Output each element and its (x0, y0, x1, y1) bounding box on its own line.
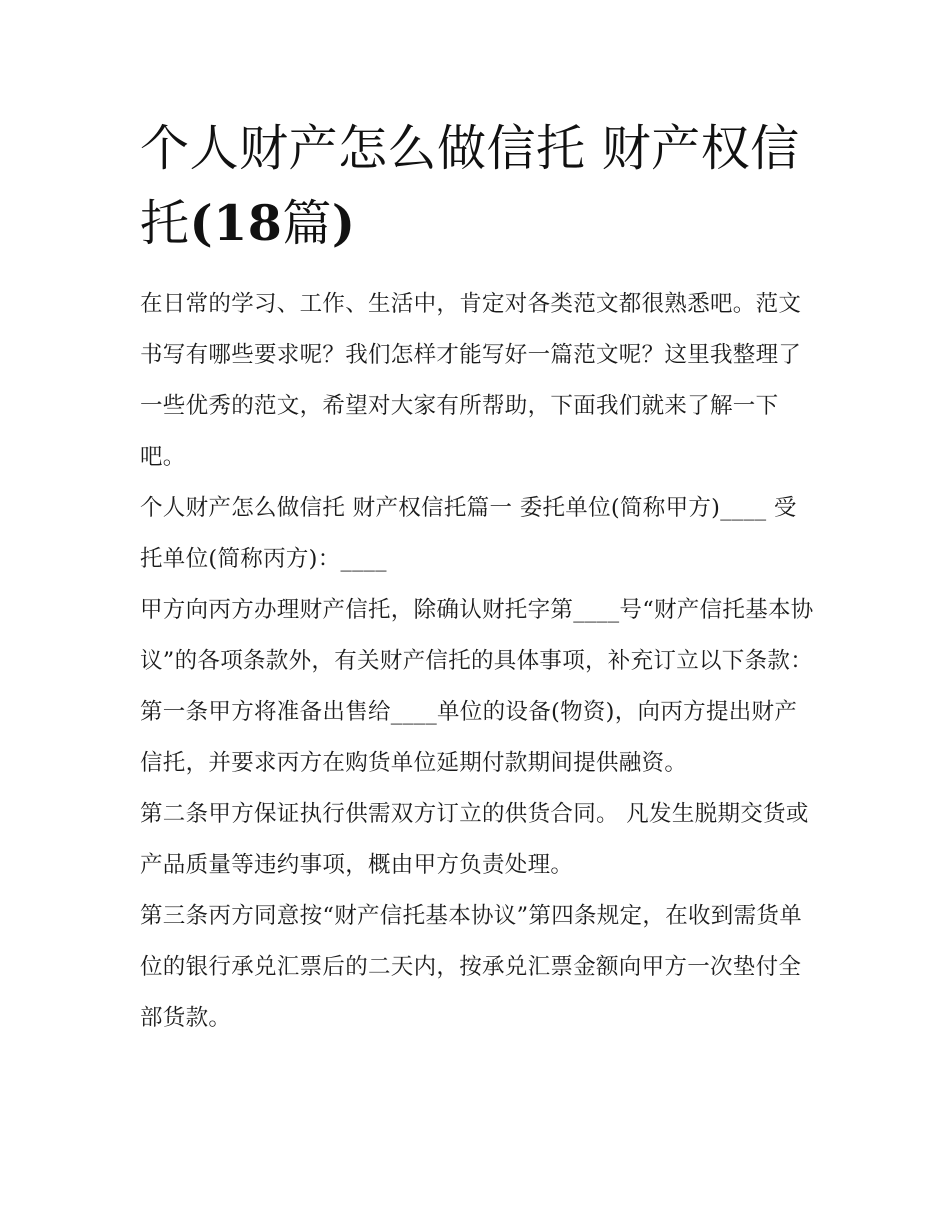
preamble-paragraph: 甲方向丙方办理财产信托，除确认财托字第____号“财产信托基本协议”的各项条款外，有关财产信托的具体事项，补充订立以下条款： (140, 597, 814, 674)
document-body (140, 112, 815, 1044)
document-title: 个人财产怎么做信托 财产权信托(18篇) (140, 120, 800, 252)
article-3-paragraph: 第三条丙方同意按“财产信托基本协议”第四条规定，在收到需货单位的银行承兑汇票后的二天内，按承兑汇票金额向甲方一次垫付全部货款。 (140, 903, 803, 1031)
article-1-paragraph: 第一条甲方将准备出售给____单位的设备(物资)，向丙方提出财产信托，并要求丙方在购货单位延期付款期间提供融资。 (140, 699, 798, 776)
parties-paragraph: 个人财产怎么做信托 财产权信托篇一 委托单位(简称甲方)____ 受托单位(简称丙方)：____ (140, 495, 797, 572)
intro-paragraph: 在日常的学习、工作、生活中，肯定对各类范文都很熟悉吧。范文书写有哪些要求呢？我们怎样才能写好一篇范文呢？这里我整理了一些优秀的范文，希望对大家有所帮助，下面我们就来了解一下吧。 (140, 291, 802, 470)
title-paren: ) (331, 194, 356, 252)
title-count: (18 (189, 194, 283, 252)
paragraph-list (140, 279, 815, 1044)
article-2-paragraph: 第二条甲方保证执行供需双方订立的供货合同。 凡发生脱期交货或产品质量等违约事项，概由甲方负责处理。 (140, 801, 809, 878)
